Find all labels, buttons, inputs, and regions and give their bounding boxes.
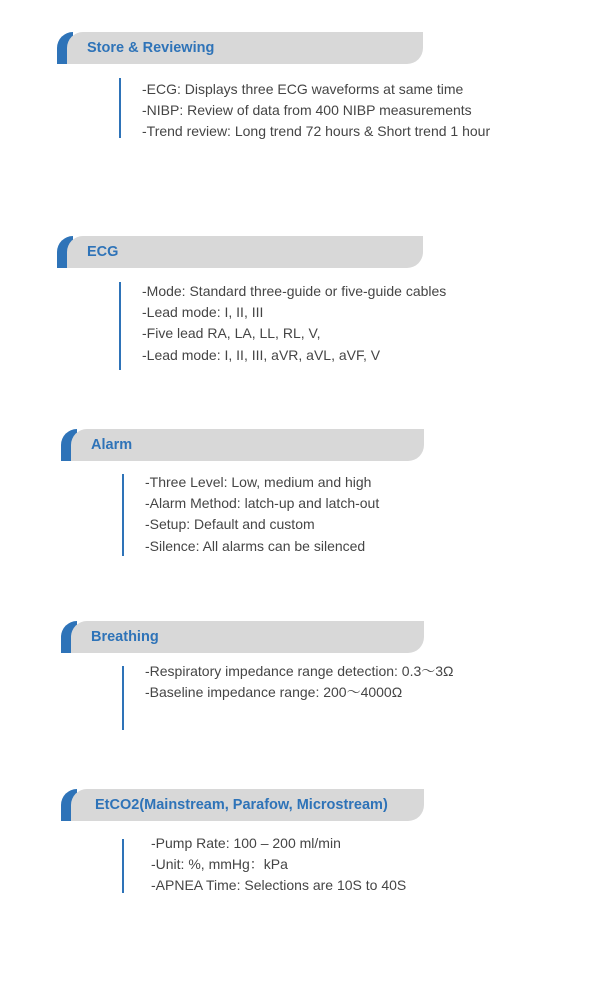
spec-list [142,79,490,143]
list-item: -Lead mode: I, II, III [142,304,264,321]
list-item: -Setup: Default and custom [145,516,315,533]
spec-list [145,661,454,703]
list-item: -ECG: Displays three ECG waveforms at same time [142,81,464,97]
list-item: -NIBP: Review of data from 400 NIBP measurements [142,102,472,119]
list-item: -Silence: All alarms can be silenced [145,537,366,554]
list-item: -Three Level: Low, medium and high [145,474,372,490]
section-title: EtCO2(Mainstream, Parafow, Microstream) [95,797,388,813]
section-title: Alarm [91,437,133,453]
section-header [61,621,424,653]
section-header [57,236,423,268]
vertical-divider [122,666,124,730]
vertical-divider [119,78,121,138]
vertical-divider [122,839,124,893]
vertical-divider [122,474,124,556]
spec-list [142,281,446,366]
list-item: -APNEA Time: Selections are 10S to 40S [151,877,407,894]
spec-list [145,472,379,557]
section-header [57,32,423,64]
list-item: -Alarm Method: latch-up and latch-out [145,495,380,512]
list-item: -Pump Rate: 100 – 200 ml/min [151,835,341,851]
section-title: ECG [87,244,119,260]
list-item: -Five lead RA, LA, LL, RL, V, [142,325,321,342]
list-item: -Mode: Standard three-guide or five-guide cables [142,283,447,299]
section-title: Store & Reviewing [87,40,215,56]
header-bar [67,236,423,268]
section-title: Breathing [91,629,159,645]
list-item: -Lead mode: I, II, III, aVR, aVL, aVF, V [142,346,381,363]
spec-list [151,833,406,897]
section-header [61,789,424,821]
list-item: -Baseline impedance range: 200～4000Ω [145,684,403,701]
list-item: -Trend review: Long trend 72 hours & Short trend 1 hour [142,123,491,140]
list-item: -Respiratory impedance range detection: 0.3～3Ω [145,663,454,679]
section-header [61,429,424,461]
vertical-divider [119,282,121,370]
list-item: -Unit: %, mmHg：kPa [151,856,288,873]
